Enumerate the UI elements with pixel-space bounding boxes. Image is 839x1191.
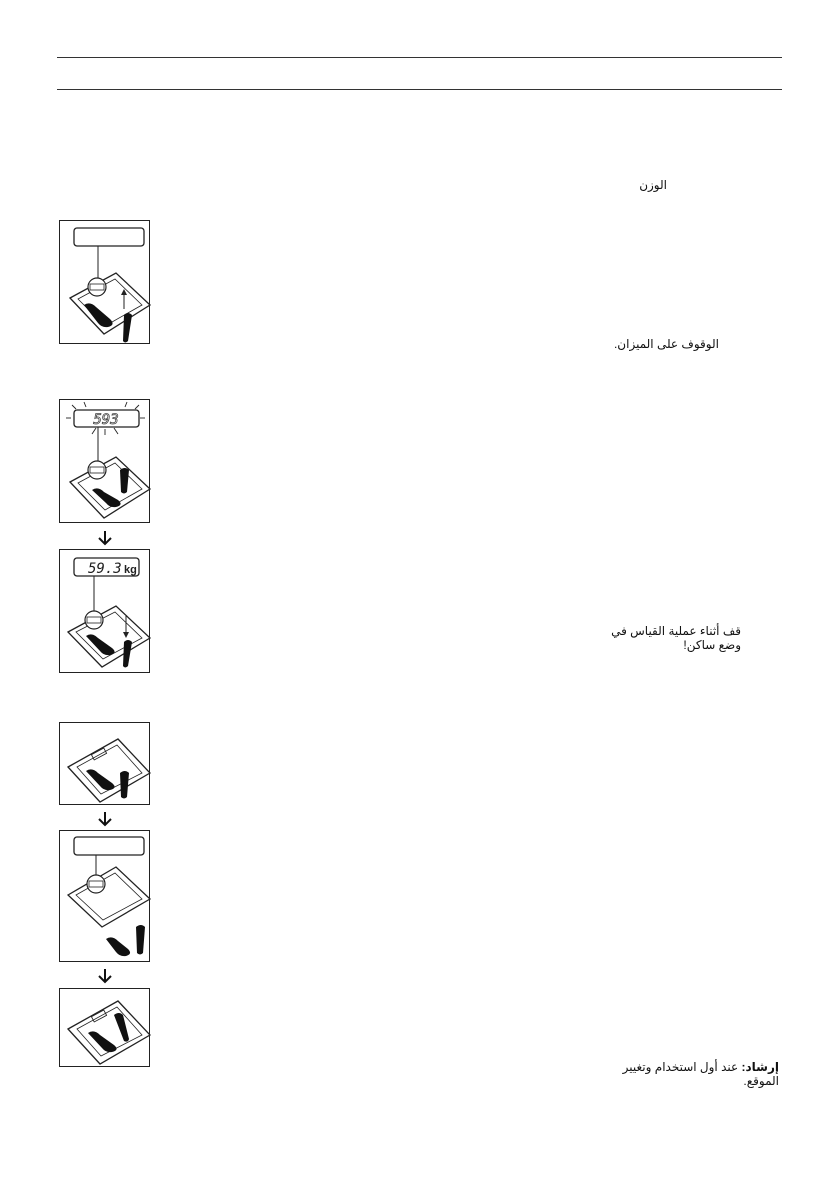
illustration-scale-off	[59, 722, 150, 805]
down-arrow-icon	[97, 968, 113, 984]
hint-label: إرشاد:	[741, 1060, 779, 1074]
illustration-step-off-scale	[59, 830, 150, 962]
display-unit: kg	[124, 564, 137, 576]
display-flashing-value: 593	[93, 412, 119, 428]
step-1-text: الوقوف على الميزان.	[613, 337, 719, 351]
header-rule-bottom	[57, 89, 782, 90]
illustration-final-reading	[59, 549, 150, 673]
down-arrow-icon	[97, 811, 113, 827]
section-title: الوزن	[639, 178, 667, 192]
down-arrow-icon	[97, 530, 113, 546]
illustration-flashing-display	[59, 399, 150, 523]
header-rule-top	[57, 57, 782, 58]
hint-text	[623, 1060, 779, 1075]
hint-text-line2: الموقع.	[743, 1074, 779, 1088]
step-2-text-line2: وضع ساكن!	[683, 638, 741, 652]
hint-body: عند أول استخدام وتغيير	[622, 1060, 742, 1074]
display-final-value: 59.3	[88, 561, 122, 577]
illustration-step-on-scale	[59, 220, 150, 344]
illustration-stand-on-scale	[59, 988, 150, 1067]
step-2-text-line1: قف أثناء عملية القياس في	[611, 624, 741, 638]
